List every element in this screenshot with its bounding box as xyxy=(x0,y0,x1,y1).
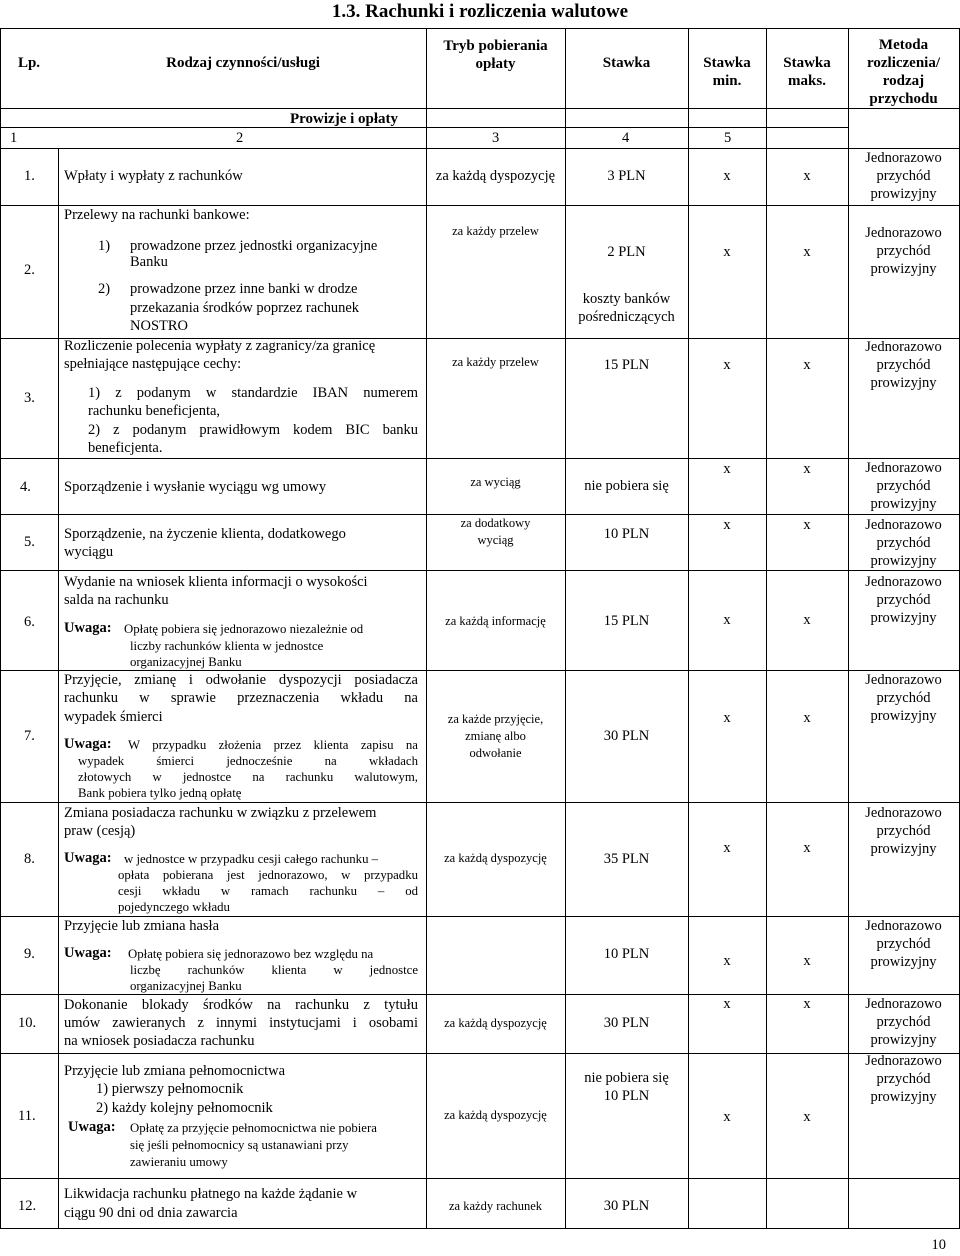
colnum: 2 xyxy=(236,130,244,146)
row-method-2: przychód xyxy=(876,690,931,706)
header-lp: Lp. xyxy=(17,55,41,71)
row-lp: 12. xyxy=(18,1198,37,1214)
row-max: x xyxy=(803,953,811,969)
row-lp: 10. xyxy=(18,1015,37,1031)
row-mode: za każdą dyspozycję xyxy=(444,851,547,865)
note-text: się jeśli pełnomocnicy są ustanawiani przy xyxy=(130,1138,349,1152)
row-text: przekazania środków poprzez rachunek xyxy=(130,300,360,316)
row-min: x xyxy=(723,996,731,1012)
row-text: umów zawieranych z innymi instytucjami i osobami xyxy=(64,1015,418,1031)
note-text: organizacyjnej Banku xyxy=(130,979,242,993)
row-text: salda na rachunku xyxy=(64,592,169,608)
row-lp: 5. xyxy=(24,534,35,550)
header-method-3: rodzaj xyxy=(882,73,925,89)
note-text: pojedynczego wkładu xyxy=(118,900,230,914)
row-rate: 15 PLN xyxy=(603,613,650,629)
row-min: x xyxy=(723,461,731,477)
row-lp: 7. xyxy=(24,728,35,744)
row-mode: za każdą informację xyxy=(445,614,546,628)
row-mode: za każdy przelew xyxy=(452,355,539,369)
row-mode: za każdą dyspozycję xyxy=(444,1016,547,1030)
row-method-1: Jednorazowo xyxy=(865,225,942,241)
row-text: prowadzone przez inne banki w drodze xyxy=(130,281,358,297)
row-text: prowadzone przez jednostki organizacyjne xyxy=(130,238,378,254)
note-text: organizacyjnej Banku xyxy=(130,655,242,669)
row-method-2: przychód xyxy=(876,243,931,259)
row-lp: 2. xyxy=(24,262,35,278)
note-text: opłata pobierana jest jednorazowo, w przypadku xyxy=(118,868,418,882)
row-text: wyciągu xyxy=(64,544,114,560)
row-text: Zmiana posiadacza rachunku w związku z przelewem xyxy=(64,805,377,821)
row-method-3: prowizyjny xyxy=(870,841,937,857)
row-method-2: przychód xyxy=(876,478,931,494)
note-text: wypadek śmierci jednocześnie na wkładach xyxy=(78,754,418,768)
list-number: 1) xyxy=(98,238,111,254)
row-rate: 35 PLN xyxy=(603,851,650,867)
row-method-3: prowizyjny xyxy=(870,261,937,277)
row-text: 2) z podanym prawidłowym kodem BIC banku xyxy=(88,422,418,438)
row-rate: 15 PLN xyxy=(603,357,650,373)
row-method-3: prowizyjny xyxy=(870,610,937,626)
row-min: x xyxy=(723,1109,731,1125)
row-text: praw (cesją) xyxy=(64,823,136,839)
header-rate-min-2: min. xyxy=(712,73,742,89)
row-text: beneficjenta. xyxy=(88,440,163,456)
row-mode: za wyciąg xyxy=(470,475,521,489)
row-text: 1) z podanym w standardzie IBAN numerem xyxy=(88,385,418,401)
note-text: liczby rachunków klienta w jednostce xyxy=(130,639,324,653)
row-rate: 10 PLN xyxy=(603,526,650,542)
header-method-4: przychodu xyxy=(869,91,938,107)
row-max: x xyxy=(803,612,811,628)
row-mode: za każdą dyspozycję xyxy=(444,1108,547,1122)
row-method-2: przychód xyxy=(876,1071,931,1087)
note-label: Uwaga: xyxy=(64,620,112,636)
row-text: Wydanie na wniosek klienta informacji o wysokości xyxy=(64,574,368,590)
row-method-1: Jednorazowo xyxy=(865,574,942,590)
row-max: x xyxy=(803,840,811,856)
row-method-1: Jednorazowo xyxy=(865,672,942,688)
colnum: 3 xyxy=(492,130,500,146)
row-method-1: Jednorazowo xyxy=(865,918,942,934)
note-text: W przypadku złożenia przez klienta zapisu na xyxy=(128,738,418,752)
page-title: 1.3. Rachunki i rozliczenia walutowe xyxy=(331,1,629,22)
row-rate: koszty banków xyxy=(582,291,671,307)
row-method-3: prowizyjny xyxy=(870,553,937,569)
row-method-3: prowizyjny xyxy=(870,375,937,391)
row-text: Sporządzenie, na życzenie klienta, dodatkowego xyxy=(64,526,346,542)
row-text: 2) każdy kolejny pełnomocnik xyxy=(96,1100,273,1116)
row-max: x xyxy=(803,996,811,1012)
header-mode-2: opłaty xyxy=(475,56,516,72)
header-mode-1: Tryb pobierania xyxy=(443,38,548,54)
row-method-1: Jednorazowo xyxy=(865,1053,942,1069)
row-mode: za każdy rachunek xyxy=(449,1199,542,1213)
row-text: ciągu 90 dni od dnia zawarcia xyxy=(64,1205,238,1221)
row-rate: 2 PLN xyxy=(607,244,646,260)
row-text: rachunku w sprawie przeznaczenia wkładu na xyxy=(64,690,418,706)
row-rate: 30 PLN xyxy=(603,728,650,744)
row-lp: 11. xyxy=(18,1108,36,1124)
header-method-1: Metoda xyxy=(878,37,929,53)
note-text: Opłatę pobiera się jednorazowo niezależnie od xyxy=(124,622,364,636)
row-min: x xyxy=(723,244,731,260)
row-rate: 3 PLN xyxy=(607,168,646,184)
row-lp: 8. xyxy=(24,851,35,867)
row-text: na wniosek posiadacza rachunku xyxy=(64,1033,255,1049)
row-mode: odwołanie xyxy=(469,746,522,760)
note-label: Uwaga: xyxy=(64,736,112,752)
row-method-3: prowizyjny xyxy=(870,1032,937,1048)
row-max: x xyxy=(803,710,811,726)
row-rate: nie pobiera się xyxy=(584,478,669,494)
row-max: x xyxy=(803,1109,811,1125)
row-min: x xyxy=(723,953,731,969)
row-method-3: prowizyjny xyxy=(870,186,937,202)
row-text: Likwidacja rachunku płatnego na każde żądanie w xyxy=(64,1186,358,1202)
page-number: 10 xyxy=(931,1237,946,1253)
row-text: 1) pierwszy pełnomocnik xyxy=(96,1081,244,1097)
row-text: Dokonanie blokady środków na rachunku z tytułu xyxy=(64,997,418,1013)
note-text: zawieraniu umowy xyxy=(130,1155,228,1169)
row-text: Przyjęcie lub zmiana hasła xyxy=(64,918,220,934)
row-method-1: Jednorazowo xyxy=(865,517,942,533)
row-method-1: Jednorazowo xyxy=(865,460,942,476)
row-method-2: przychód xyxy=(876,823,931,839)
row-rate: pośredniczących xyxy=(578,309,675,325)
row-min: x xyxy=(723,168,731,184)
row-text: Wpłaty i wypłaty z rachunków xyxy=(64,168,243,184)
note-label: Uwaga: xyxy=(68,1119,116,1135)
colnum: 4 xyxy=(622,130,630,146)
note-text: złotowych w jednostce na rachunku walutowym, xyxy=(78,770,418,784)
row-lp: 3. xyxy=(24,390,35,406)
row-lp: 9. xyxy=(24,946,35,962)
row-text: Banku xyxy=(130,254,168,270)
header-rate: Stawka xyxy=(602,55,651,71)
note-label: Uwaga: xyxy=(64,945,112,961)
row-method-1: Jednorazowo xyxy=(865,996,942,1012)
row-rate: 30 PLN xyxy=(603,1198,650,1214)
colnum: 5 xyxy=(724,130,732,146)
row-text: Przelewy na rachunki bankowe: xyxy=(64,207,250,223)
row-mode: wyciąg xyxy=(477,533,514,547)
note-label: Uwaga: xyxy=(64,850,112,866)
row-mode: za każdą dyspozycję xyxy=(435,168,556,184)
row-lp: 6. xyxy=(24,614,35,630)
colnum: 1 xyxy=(10,130,18,146)
row-rate: 10 PLN xyxy=(603,1088,650,1104)
row-method-2: przychód xyxy=(876,535,931,551)
row-method-2: przychód xyxy=(876,357,931,373)
row-rate: nie pobiera się xyxy=(584,1070,669,1086)
row-method-3: prowizyjny xyxy=(870,1089,937,1105)
row-text: Przyjęcie, zmianę i odwołanie dyspozycji posiadacza xyxy=(64,672,418,688)
row-mode: za każdy przelew xyxy=(452,224,539,238)
row-lp: 4. xyxy=(20,479,31,495)
row-method-1: Jednorazowo xyxy=(865,339,942,355)
row-rate: 30 PLN xyxy=(603,1015,650,1031)
row-min: x xyxy=(723,357,731,373)
row-text: wypadek śmierci xyxy=(64,709,163,725)
row-method-1: Jednorazowo xyxy=(865,150,942,166)
row-text: Rozliczenie polecenia wypłaty z zagranicy/za granicę xyxy=(64,338,376,354)
header-rate-max-2: maks. xyxy=(788,73,826,89)
row-max: x xyxy=(803,168,811,184)
row-method-3: prowizyjny xyxy=(870,708,937,724)
row-lp: 1. xyxy=(24,168,35,184)
row-method-2: przychód xyxy=(876,592,931,608)
row-text: rachunku beneficjenta, xyxy=(88,403,221,419)
row-min: x xyxy=(723,840,731,856)
row-method-2: przychód xyxy=(876,936,931,952)
row-method-2: przychód xyxy=(876,168,931,184)
list-number: 2) xyxy=(98,281,111,297)
row-min: x xyxy=(723,517,731,533)
row-max: x xyxy=(803,357,811,373)
section-title: Prowizje i opłaty xyxy=(290,111,399,127)
row-max: x xyxy=(803,461,811,477)
header-rate-min-1: Stawka xyxy=(703,55,751,71)
note-text: cesji wkładu w ramach rachunku – od xyxy=(118,884,418,898)
row-max: x xyxy=(803,517,811,533)
row-mode: zmianę albo xyxy=(465,729,526,743)
row-method-1: Jednorazowo xyxy=(865,805,942,821)
row-mode: za każde przyjęcie, xyxy=(447,712,544,726)
row-mode: za dodatkowy xyxy=(460,516,531,530)
row-text: NOSTRO xyxy=(130,318,189,334)
row-max: x xyxy=(803,244,811,260)
row-text: Przyjęcie lub zmiana pełnomocnictwa xyxy=(64,1063,286,1079)
row-text: spełniające następujące cechy: xyxy=(64,356,242,372)
note-text: w jednostce w przypadku cesji całego rachunku – xyxy=(124,852,379,866)
row-method-3: prowizyjny xyxy=(870,496,937,512)
row-method-3: prowizyjny xyxy=(870,954,937,970)
header-method-2: rozliczenia/ xyxy=(866,55,941,71)
note-text: Opłatę pobiera się jednorazowo bez względu na xyxy=(128,947,374,961)
row-text: Sporządzenie i wysłanie wyciągu wg umowy xyxy=(64,479,327,495)
row-method-2: przychód xyxy=(876,1014,931,1030)
note-text: Opłatę za przyjęcie pełnomocnictwa nie pobiera xyxy=(130,1121,377,1135)
header-rate-max-1: Stawka xyxy=(783,55,831,71)
row-min: x xyxy=(723,710,731,726)
note-text: liczbę rachunków klienta w jednostce xyxy=(130,963,418,977)
row-min: x xyxy=(723,612,731,628)
header-service: Rodzaj czynności/usługi xyxy=(166,55,320,71)
row-rate: 10 PLN xyxy=(603,946,650,962)
note-text: Bank pobiera tylko jedną opłatę xyxy=(78,786,242,800)
